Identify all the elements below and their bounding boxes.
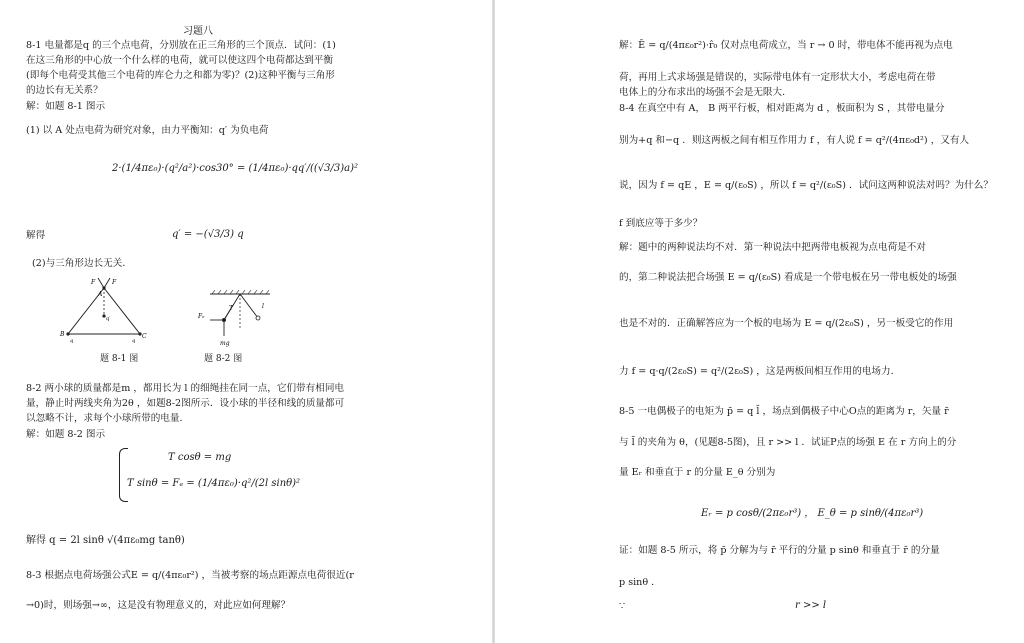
hanging-balls-figure-8-2 bbox=[196, 290, 276, 348]
solution-8-3-line: 荷，再用上式求场强是错误的，实际带电体有一定形状大小，考虑电荷在带 bbox=[619, 72, 936, 83]
svg-text:C: C bbox=[142, 333, 147, 340]
problem-8-4-line: 别为+q 和−q ．则这两板之间有相互作用力 f ，有人说 f = q²/(4πε₀d²) ，又有人 bbox=[619, 135, 970, 146]
solution-8-3-line: 电体上的分布求出的场强不会是无限大． bbox=[619, 87, 792, 98]
condition-r-much-greater-l: r >> l bbox=[795, 600, 827, 611]
problem-8-5-line: 8-5 一电偶极子的电矩为 p̄ = q l̄ ，场点到偶极子中心O点的距离为 r，矢量 r̄ bbox=[619, 406, 949, 417]
left-page bbox=[0, 0, 492, 643]
problem-8-4-line: 8-4 在真空中有 A， B 两平行板，相对距离为 d ，板面积为 S ，其带电量分 bbox=[619, 103, 945, 114]
problem-8-4-line: f 到底应等于多少？ bbox=[619, 218, 703, 229]
equation-system-brace bbox=[119, 448, 128, 502]
figure-8-2-caption: 题 8-2 图 bbox=[204, 354, 243, 364]
problem-8-5-line: 与 l̄ 的夹角为 θ，(见题8-5图)，且 r >> l ．试证P点的场强 E 在 r 方向上的分 bbox=[619, 437, 957, 448]
right-page bbox=[495, 0, 1024, 643]
problem-8-2-line: 量，静止时两线夹角为2θ ，如题8-2图所示．设小球的半径和线的质量都可 bbox=[26, 398, 345, 409]
problem-8-1-line: 的边长有无关系？ bbox=[26, 85, 103, 96]
svg-text:F: F bbox=[112, 279, 117, 286]
svg-text:mg: mg bbox=[220, 340, 230, 347]
problem-8-4-line: 说，因为 f = qE ，E = q/(ε₀S) ，所以 f = q²/(ε₀S) ．试问这两种说法对吗？为什么？ bbox=[619, 180, 993, 191]
problem-8-3-line: →0)时，则场强→∞，这是没有物理意义的，对此应如何理解？ bbox=[26, 600, 291, 611]
problem-8-1-line: (即每个电荷受其他三个电荷的库仑力之和都为零)？(2)这种平衡与三角形 bbox=[26, 70, 335, 81]
svg-text:q: q bbox=[132, 338, 136, 344]
equation-dipole-components: Eᵣ = p cosθ/(2πε₀r³) ， E_θ = p sinθ/(4πε₀r³) bbox=[701, 508, 924, 519]
problem-8-2-line: 8-2 两小球的质量都是m ，都用长为 l 的细绳挂在同一点，它们带有相同电 bbox=[26, 383, 345, 394]
solution-8-4-line: 解：题中的两种说法均不对．第一种说法中把两带电板视为点电荷是不对 bbox=[619, 242, 926, 253]
svg-text:B: B bbox=[60, 331, 65, 338]
proof-8-5-line: 证：如题 8-5 所示，将 p̄ 分解为与 r̄ 平行的分量 p sinθ 和垂直于 r̄ 的分量 bbox=[619, 545, 940, 556]
problem-8-1-line: 8-1 电量都是q 的三个点电荷，分别放在正三角形的三个顶点．试问：(1) bbox=[26, 40, 336, 51]
svg-text:q: q bbox=[70, 338, 74, 344]
solution-8-1-intro: 解：如题 8-1 图示 bbox=[26, 101, 106, 112]
solution-8-4-line: 的，第二种说法把合场强 E = q/(ε₀S) 看成是一个带电板在另一带电板处的场强 bbox=[619, 272, 957, 283]
svg-text:Fₑ: Fₑ bbox=[198, 313, 205, 320]
problem-8-3-line: 8-3 根据点电荷场强公式E = q/(4πε₀r²) ，当被考察的场点距源点电荷很近(r bbox=[26, 570, 354, 581]
solution-8-4-line: 也是不对的．正确解答应为一个板的电场为 E = q/(2ε₀S) ，另一板受它的作用 bbox=[619, 318, 954, 329]
solution-8-3-line: 解：Ē = q/(4πε₀r²)·r̂₀ 仅对点电荷成立，当 r → 0 时，带电体不能再视为点电 bbox=[619, 40, 953, 51]
solution-8-4-line: 力 f = q·q/(2ε₀S) = q²/(2ε₀S) ，这是两板间相互作用的电场力． bbox=[619, 366, 901, 377]
equation-tension-vertical: T cosθ = mg bbox=[168, 452, 232, 463]
svg-text:F: F bbox=[91, 279, 96, 286]
svg-text:A: A bbox=[98, 291, 103, 298]
solution-8-1-part2: (2)与三角形边长无关． bbox=[32, 258, 132, 269]
svg-text:l: l bbox=[262, 303, 264, 310]
page-title: 习题八 bbox=[183, 26, 213, 37]
solution-label: 解得 bbox=[26, 230, 46, 241]
equation-q-prime: q′ = −(√3/3) q bbox=[172, 229, 244, 240]
problem-8-1-line: 在这三角形的中心放一个什么样的电荷，就可以使这四个电荷都达到平衡 bbox=[26, 55, 333, 66]
triangle-figure-8-1 bbox=[58, 276, 150, 344]
solution-8-2-intro: 解：如题 8-2 图示 bbox=[26, 429, 106, 440]
problem-8-5-line: 量 Eᵣ 和垂直于 r 的分量 E_θ 分别为 bbox=[619, 467, 776, 478]
svg-text:T: T bbox=[229, 305, 234, 312]
equation-force-balance: 2·(1/4πε₀)·(q²/a²)·cos30° = (1/4πε₀)·qq′/((√3/3)a)² bbox=[112, 163, 359, 174]
svg-text:q′: q′ bbox=[106, 316, 111, 322]
figure-8-1-caption: 题 8-1 图 bbox=[100, 354, 139, 364]
problem-8-2-line: 以忽略不计，求每个小球所带的电量． bbox=[26, 413, 190, 424]
solution-8-1-part1: (1) 以 A 处点电荷为研究对象，由力平衡知：q′ 为负电荷 bbox=[26, 125, 269, 136]
proof-8-5-line: p sinθ ． bbox=[619, 577, 661, 588]
equation-charge-result: 解得 q = 2l sinθ √(4πε₀mg tanθ) bbox=[26, 535, 185, 546]
equation-tension-horizontal: T sinθ = Fₑ = (1/4πε₀)·q²/(2l sinθ)² bbox=[127, 478, 301, 489]
because-symbol: ∵ bbox=[619, 601, 626, 612]
